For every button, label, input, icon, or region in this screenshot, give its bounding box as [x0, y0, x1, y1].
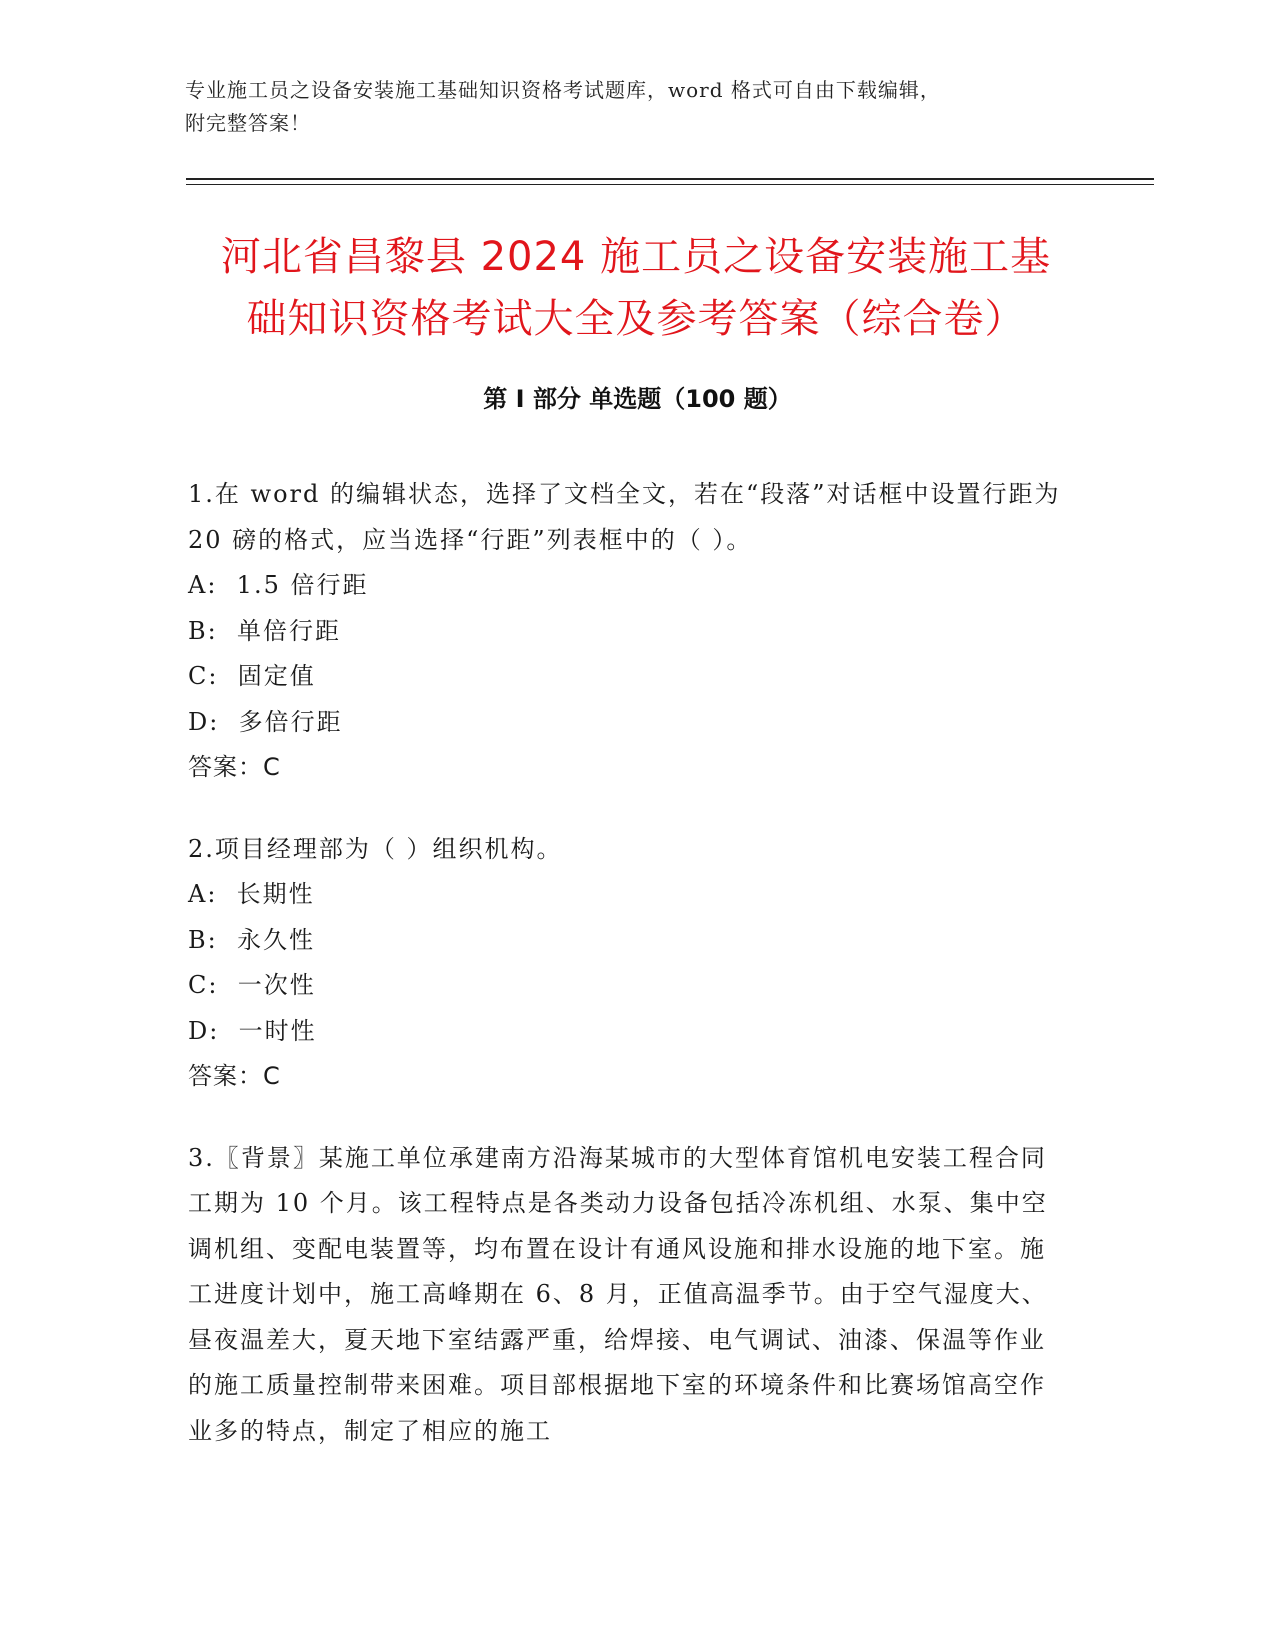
header-divider-thin	[186, 184, 1154, 185]
option-d: D: 一时性	[188, 1016, 317, 1045]
option-c: C: 一次性	[188, 971, 316, 999]
question-list	[188, 472, 1068, 1490]
option-b: B: 永久性	[188, 925, 315, 954]
header-divider-thick	[186, 178, 1154, 180]
header-note-line-2: 附完整答案！	[185, 111, 311, 135]
question-item	[188, 827, 1068, 1100]
option-b: B: 单倍行距	[188, 616, 341, 645]
document-title	[186, 226, 1086, 350]
document-title-line-2: 础知识资格考试大全及参考答案（综合卷）	[246, 296, 1026, 342]
answer-line: 答案：C	[188, 1062, 281, 1090]
header-note-line-1: 专业施工员之设备安装施工基础知识资格考试题库，word 格式可自由下载编辑，	[185, 78, 941, 102]
question-item	[188, 1136, 1068, 1455]
option-a: A: 长期性	[188, 880, 315, 908]
question-stem: 2.项目经理部为（ ）组织机构。	[188, 834, 563, 863]
answer-line: 答案：C	[188, 753, 281, 781]
option-c: C: 固定值	[188, 662, 316, 690]
question-stem: 3.〖背景〗某施工单位承建南方沿海某城市的大型体育馆机电安装工程合同工期为 10 个月。该工程特点是各类动力设备包括冷冻机组、水泵、集中空调机组、变配电装置等，均布置在设计有通风设施和排水设施的地下室。施工进度计划中，施工高峰期在 6、8 月，正值高温季节。由于空气湿度大、昼夜温差大，夏天地下室结露严重，给焊接、电气调试、油漆、保温等作业的施工质量控制带来困难。项目部根据地下室的环境条件和比赛场馆高空作业多的特点，制定了相应的施工	[188, 1143, 1048, 1445]
question-item	[188, 472, 1068, 791]
question-stem: 1.在 word 的编辑状态，选择了文档全文，若在“段落”对话框中设置行距为 20 磅的格式，应当选择“行距”列表框中的（ ）。	[188, 480, 1061, 554]
document-title-line-1: 河北省昌黎县 2024 施工员之设备安装施工基	[220, 234, 1052, 280]
section-title: 第 I 部分 单选题（100 题）	[483, 385, 792, 413]
header-note	[185, 74, 1065, 140]
option-d: D: 多倍行距	[188, 707, 343, 736]
option-a: A: 1.5 倍行距	[188, 571, 369, 599]
